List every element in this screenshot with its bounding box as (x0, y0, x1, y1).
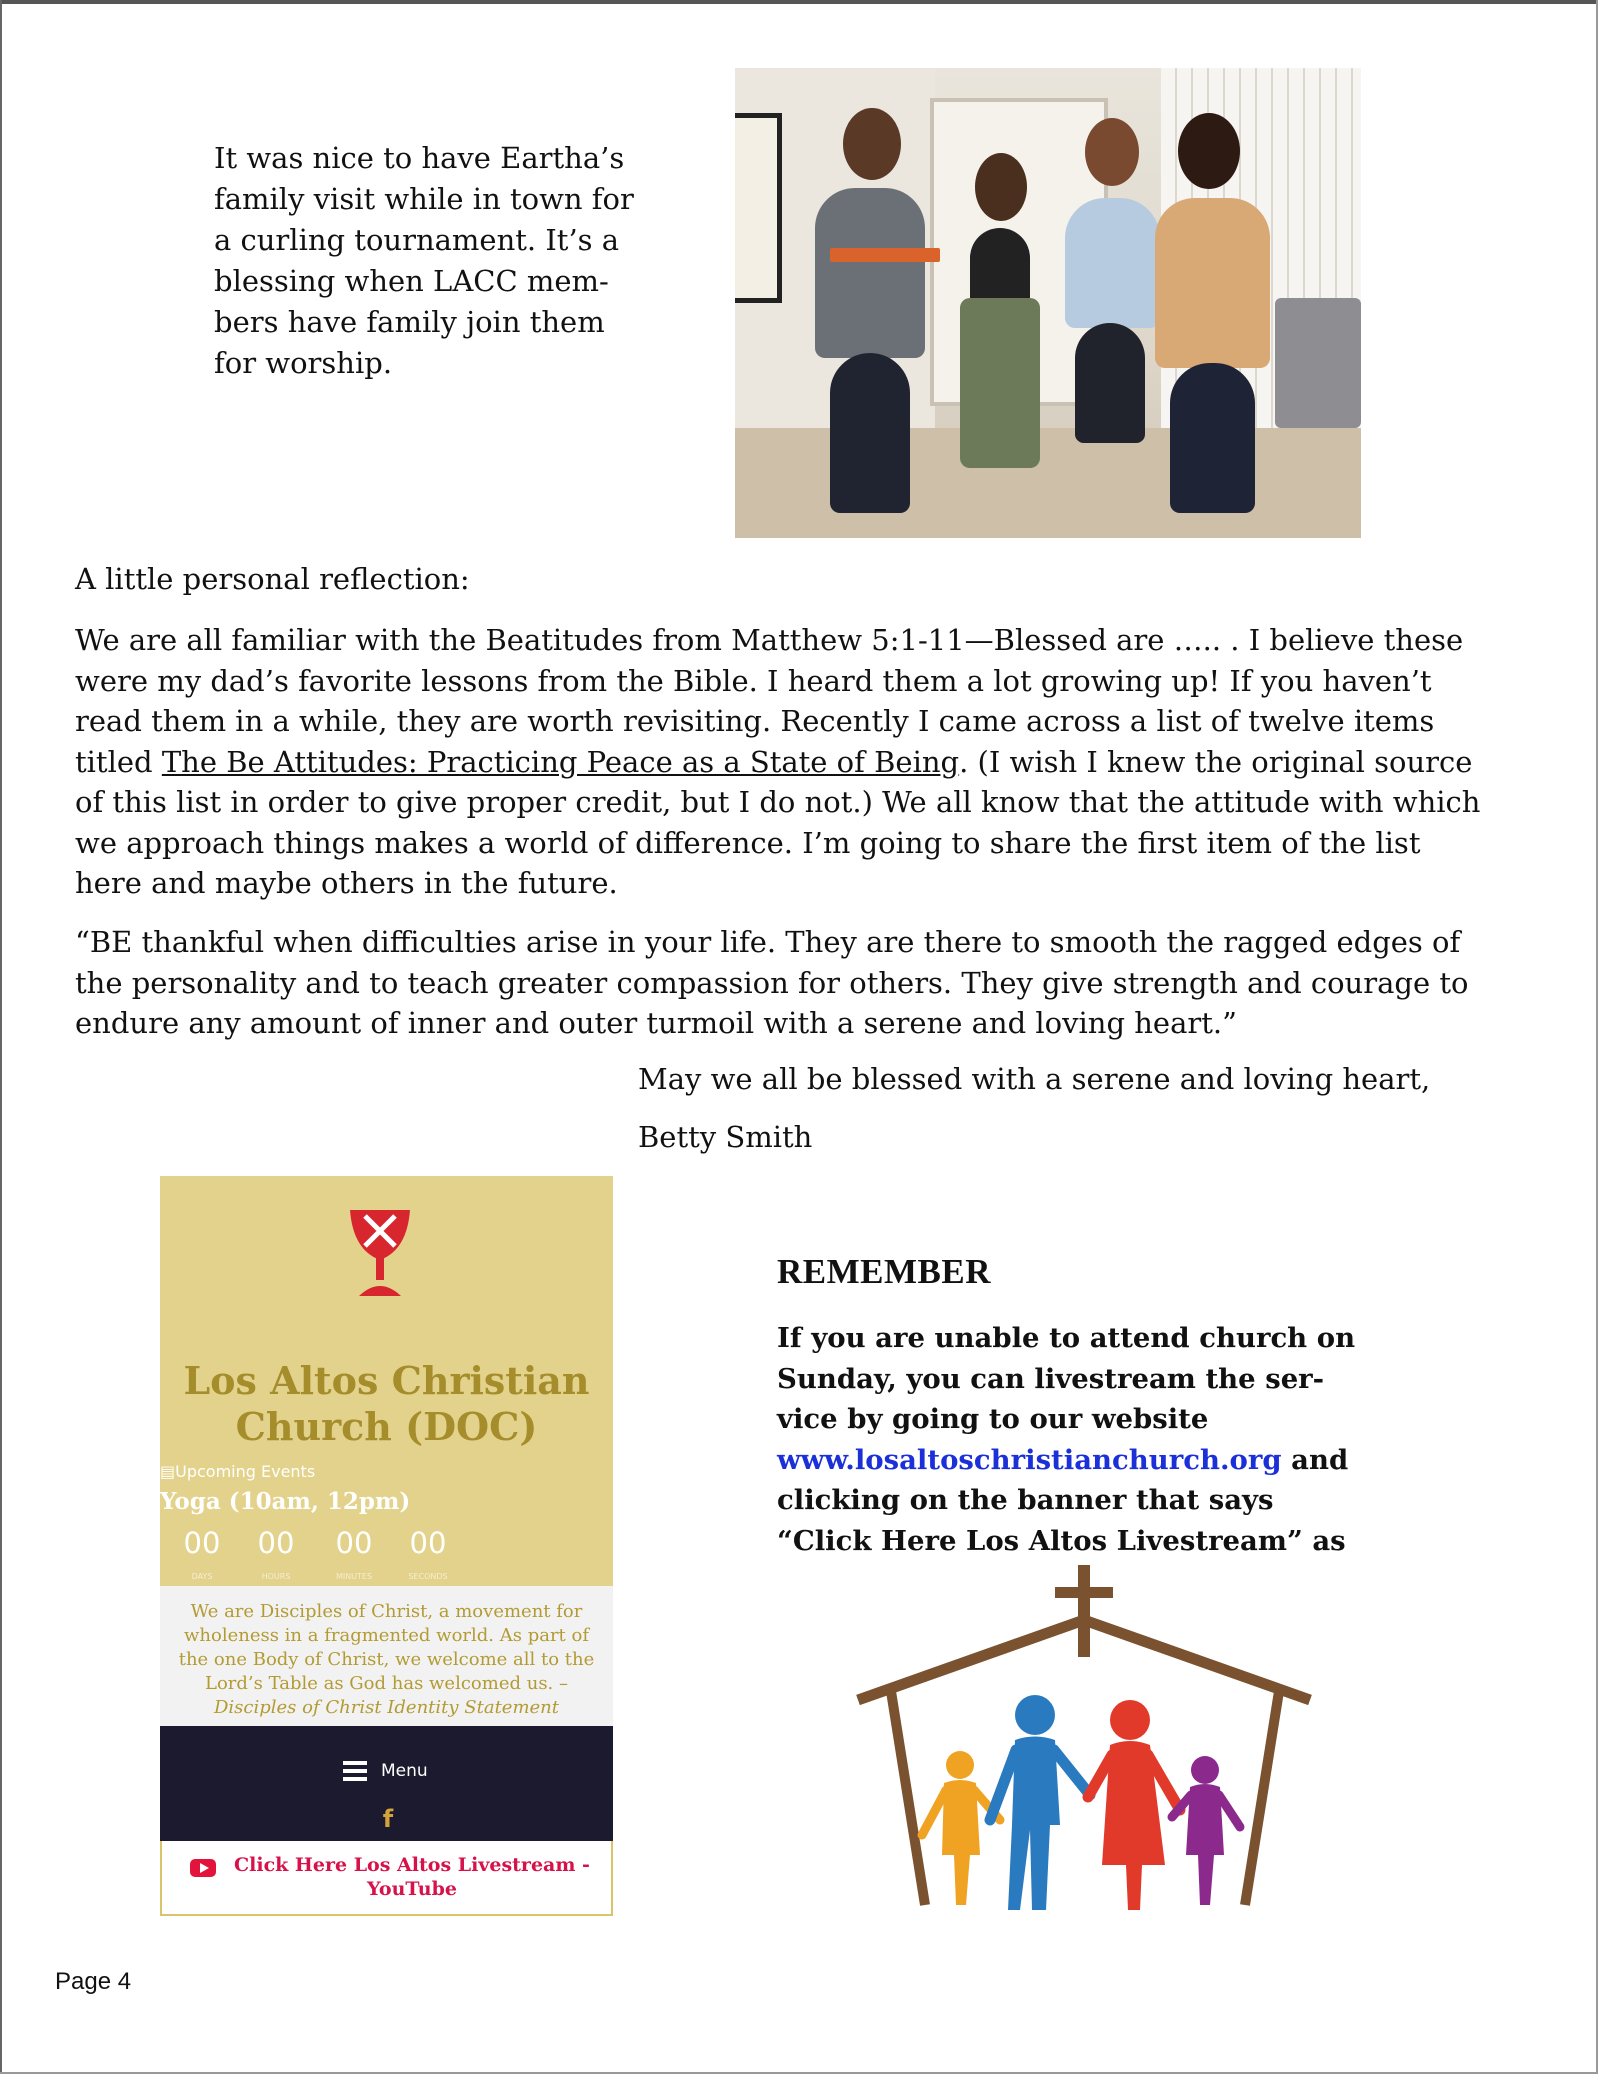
countdown-hours: 00 (257, 1526, 295, 1560)
remember-heading: REMEMBER (777, 1252, 991, 1291)
menu-label: Menu (381, 1761, 428, 1781)
countdown-days: 00 (183, 1526, 221, 1560)
church-name: Los Altos Christian Church (DOC) (183, 1358, 590, 1449)
event-name: Yoga (10am, 12pm) (160, 1488, 411, 1515)
website-screenshot (160, 1176, 613, 1918)
countdown-minutes: 00 (335, 1526, 373, 1560)
reflection-heading: A little personal reflection: (75, 562, 470, 596)
remember-paragraph: If you are unable to attend church on Sunday, you can livestream the ser-vice by going to our website www.losaltoschristianchurch.org and clicking on the banner that says “Click Here Los Altos Livestream” as (777, 1322, 1356, 1557)
countdown-label: SECONDS (408, 1572, 448, 1581)
quote-paragraph: “BE thankful when difficulties arise in your life. They are there to smooth the ragged edges of the personality and to teach greater compassion for others. They give strength and courage to endure any amount of inner and outer turmoil with a serene and loving heart.” (75, 925, 1469, 1040)
intro-paragraph: It was nice to have Eartha’s family visit while in town for a curling tournament. It’s a blessing when LACC mem-bers have family join them for worship. (214, 141, 634, 380)
mission-source: Disciples of Christ Identity Statement (213, 1697, 559, 1718)
page-number: Page 4 (55, 1968, 132, 1995)
countdown-label: HOURS (261, 1572, 291, 1581)
countdown-label: DAYS (191, 1572, 213, 1581)
signature: Betty Smith (638, 1120, 813, 1154)
facebook-icon[interactable]: f (382, 1805, 394, 1833)
reflection-text-part: We are all familiar with the Beatitudes from Matthew 5:1-11—Blessed are ….. . I believe these were my dad’s favorite lessons from the Bible. I heard them a lot growing up! If you haven’t read them in a while, they are worth revisiting. Recently I came across a list of twelve items titled (75, 623, 1464, 779)
hamburger-icon (343, 1761, 367, 1781)
reflection-paragraph (75, 620, 1495, 904)
mission-statement: We are Disciples of Christ, a movement for wholeness in a fragmented world. As part of the one Body of Christ, we welcome all to the Lord’s Table as God has welcomed us. – Disciples of Christ Identity Statement (170, 1600, 603, 1720)
countdown-seconds: 00 (409, 1526, 447, 1560)
countdown (160, 1526, 613, 1566)
chalice-logo-icon (345, 1200, 415, 1300)
livestream-link[interactable]: Click Here Los Altos Livestream - YouTube (234, 1854, 590, 1900)
menu-button[interactable] (343, 1758, 443, 1788)
upcoming-events-label: ▤Upcoming Events (160, 1462, 316, 1481)
website-link[interactable]: www.losaltoschristianchurch.org (777, 1443, 1282, 1476)
closing-line: May we all be blessed with a serene and loving heart, (638, 1062, 1431, 1096)
be-attitudes-title: The Be Attitudes: Practicing Peace as a State of Being (161, 744, 960, 779)
page-top-border (0, 0, 1598, 4)
church-family-illustration (850, 1565, 1320, 1920)
reflection-text-part: . (I wish I knew the original source of this list in order to give proper credit, but I do not.) We all know that the attitude with which we approach things makes a world of difference. I’m going to share the first item of the list here and maybe others in the future. (75, 744, 1481, 900)
countdown-label: MINUTES (335, 1572, 373, 1581)
livestream-banner[interactable] (160, 1841, 613, 1916)
youtube-icon (190, 1859, 216, 1877)
family-photo (735, 68, 1361, 538)
page-left-border (0, 0, 2, 2074)
